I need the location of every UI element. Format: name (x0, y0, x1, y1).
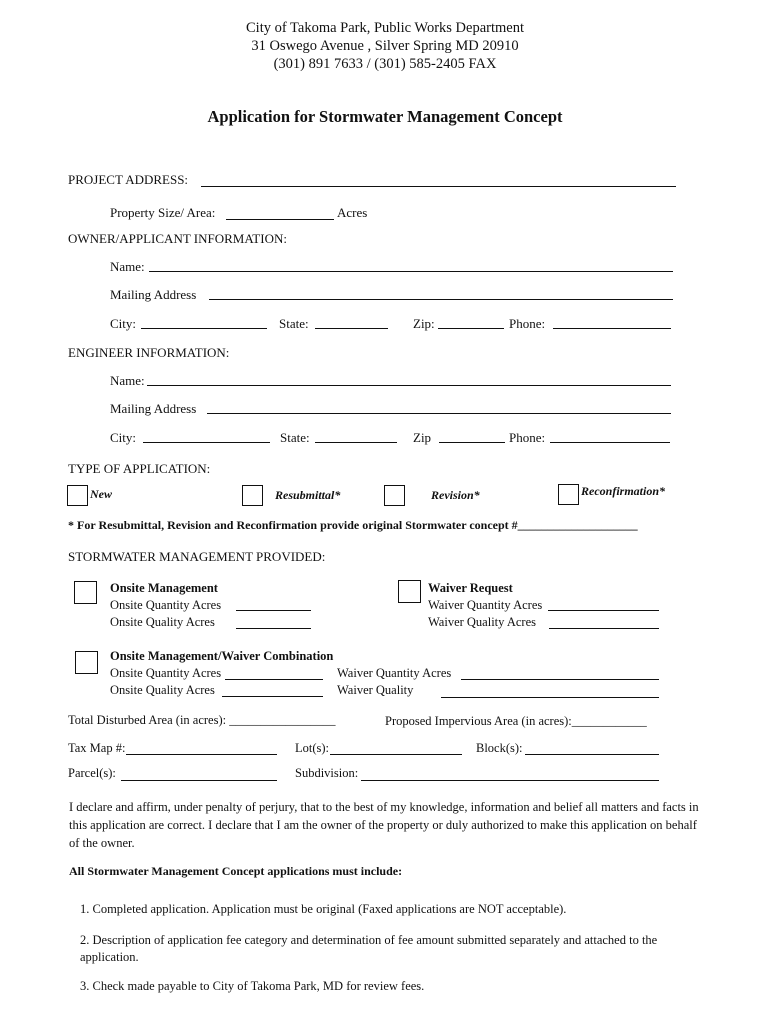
combo-waiver-quality-label: Waiver Quality (337, 683, 414, 697)
owner-phone-field[interactable] (553, 314, 671, 329)
project-address-field[interactable] (201, 172, 676, 187)
owner-state-field[interactable] (315, 314, 388, 329)
lots-label: Lot(s): (295, 741, 330, 755)
acres-label: Acres (337, 205, 368, 220)
engineer-name-field[interactable] (147, 371, 671, 386)
header-line-3: (301) 891 7633 / (301) 585-2405 FAX (273, 56, 497, 72)
property-size-field[interactable] (226, 205, 334, 220)
combo-onsite-quality-field[interactable] (222, 682, 323, 697)
header-line-2: 31 Oswego Avenue , Silver Spring MD 20910 (251, 38, 519, 54)
total-disturbed-area-label: Total Disturbed Area (in acres): _________________ (68, 713, 336, 727)
onsite-quality-field[interactable] (236, 614, 311, 629)
page-title: Application for Stormwater Management Concept (207, 107, 563, 126)
declaration-text: I declare and affirm, under penalty of perjury, that to the best of my knowledge, information and belief all matters and facts in this application are correct. I declare that I am the owner of the property or duly authorized to make this application on behalf of the owner. (69, 800, 699, 850)
requirements-heading: All Stormwater Management Concept applications must include: (69, 864, 403, 878)
subdivision-label: Subdivision: (295, 766, 359, 780)
combination-title: Onsite Management/Waiver Combination (110, 649, 334, 663)
parcels-label: Parcel(s): (68, 766, 116, 780)
onsite-management-checkbox[interactable] (74, 581, 97, 604)
engineer-city-label: City: (110, 430, 137, 445)
combo-onsite-quantity-field[interactable] (225, 665, 323, 680)
engineer-phone-label: Phone: (509, 430, 546, 445)
combo-waiver-quantity-label: Waiver Quantity Acres (337, 666, 452, 680)
waiver-request-checkbox[interactable] (398, 580, 421, 603)
waiver-request-title: Waiver Request (428, 581, 513, 595)
waiver-quantity-field[interactable] (548, 596, 659, 611)
project-address-label: PROJECT ADDRESS: (68, 172, 189, 187)
application-type-label: TYPE OF APPLICATION: (68, 461, 211, 476)
owner-mailing-label: Mailing Address (110, 287, 197, 302)
engineer-state-label: State: (280, 430, 310, 445)
engineer-state-field[interactable] (315, 428, 397, 443)
owner-name-field[interactable] (149, 257, 673, 272)
onsite-quantity-label: Onsite Quantity Acres (110, 598, 222, 612)
stormwater-section-label: STORMWATER MANAGEMENT PROVIDED: (68, 549, 326, 564)
blocks-label: Block(s): (476, 741, 523, 755)
header-line-1: City of Takoma Park, Public Works Department (246, 20, 524, 36)
subdivision-field[interactable] (361, 766, 659, 781)
owner-zip-label: Zip: (413, 316, 435, 331)
reconfirmation-checkbox[interactable] (558, 484, 579, 505)
resubmittal-note: * For Resubmittal, Revision and Reconfirmation provide original Stormwater concept #____________________ (68, 518, 638, 532)
proposed-impervious-area-label: Proposed Impervious Area (in acres):____________ (385, 714, 647, 728)
onsite-quantity-field[interactable] (236, 596, 311, 611)
engineer-mailing-label: Mailing Address (110, 401, 197, 416)
owner-name-label: Name: (110, 259, 145, 274)
reconfirmation-label: Reconfirmation* (581, 484, 666, 498)
combo-waiver-quantity-field[interactable] (461, 665, 659, 680)
combo-onsite-quality-label: Onsite Quality Acres (110, 683, 215, 697)
owner-city-label: City: (110, 316, 137, 331)
new-checkbox[interactable] (67, 485, 88, 506)
requirement-item-2: 2. Description of application fee category and determination of fee amount submitted separately and attached to the application. (80, 933, 658, 964)
engineer-section-label: ENGINEER INFORMATION: (68, 345, 230, 360)
engineer-name-label: Name: (110, 373, 145, 388)
engineer-zip-field[interactable] (439, 428, 505, 443)
tax-map-label: Tax Map #: (68, 741, 126, 755)
combination-checkbox[interactable] (75, 651, 98, 674)
property-size-label: Property Size/ Area: (110, 205, 216, 220)
parcels-field[interactable] (121, 766, 277, 781)
requirement-item-1: 1. Completed application. Application must be original (Faxed applications are NOT acceptable). (80, 902, 567, 916)
combo-onsite-quantity-label: Onsite Quantity Acres (110, 666, 222, 680)
owner-zip-field[interactable] (438, 314, 504, 329)
engineer-mailing-field[interactable] (207, 399, 671, 414)
resubmittal-checkbox[interactable] (242, 485, 263, 506)
waiver-quantity-label: Waiver Quantity Acres (428, 598, 543, 612)
owner-section-label: OWNER/APPLICANT INFORMATION: (68, 231, 287, 246)
revision-checkbox[interactable] (384, 485, 405, 506)
waiver-quality-label: Waiver Quality Acres (428, 615, 536, 629)
engineer-phone-field[interactable] (550, 428, 670, 443)
owner-phone-label: Phone: (509, 316, 546, 331)
engineer-city-field[interactable] (143, 428, 270, 443)
owner-city-field[interactable] (141, 314, 267, 329)
owner-mailing-field[interactable] (209, 285, 673, 300)
resubmittal-label: Resubmittal* (275, 488, 341, 502)
onsite-quality-label: Onsite Quality Acres (110, 615, 215, 629)
revision-label: Revision* (431, 488, 480, 502)
new-label: New (90, 487, 112, 501)
waiver-quality-field[interactable] (549, 614, 659, 629)
combo-waiver-quality-field[interactable] (441, 683, 659, 698)
blocks-field[interactable] (525, 740, 659, 755)
owner-state-label: State: (279, 316, 309, 331)
requirement-item-3: 3. Check made payable to City of Takoma Park, MD for review fees. (80, 979, 425, 993)
tax-map-field[interactable] (126, 740, 277, 755)
lots-field[interactable] (330, 740, 462, 755)
onsite-management-title: Onsite Management (110, 581, 218, 595)
engineer-zip-label: Zip (413, 430, 432, 445)
